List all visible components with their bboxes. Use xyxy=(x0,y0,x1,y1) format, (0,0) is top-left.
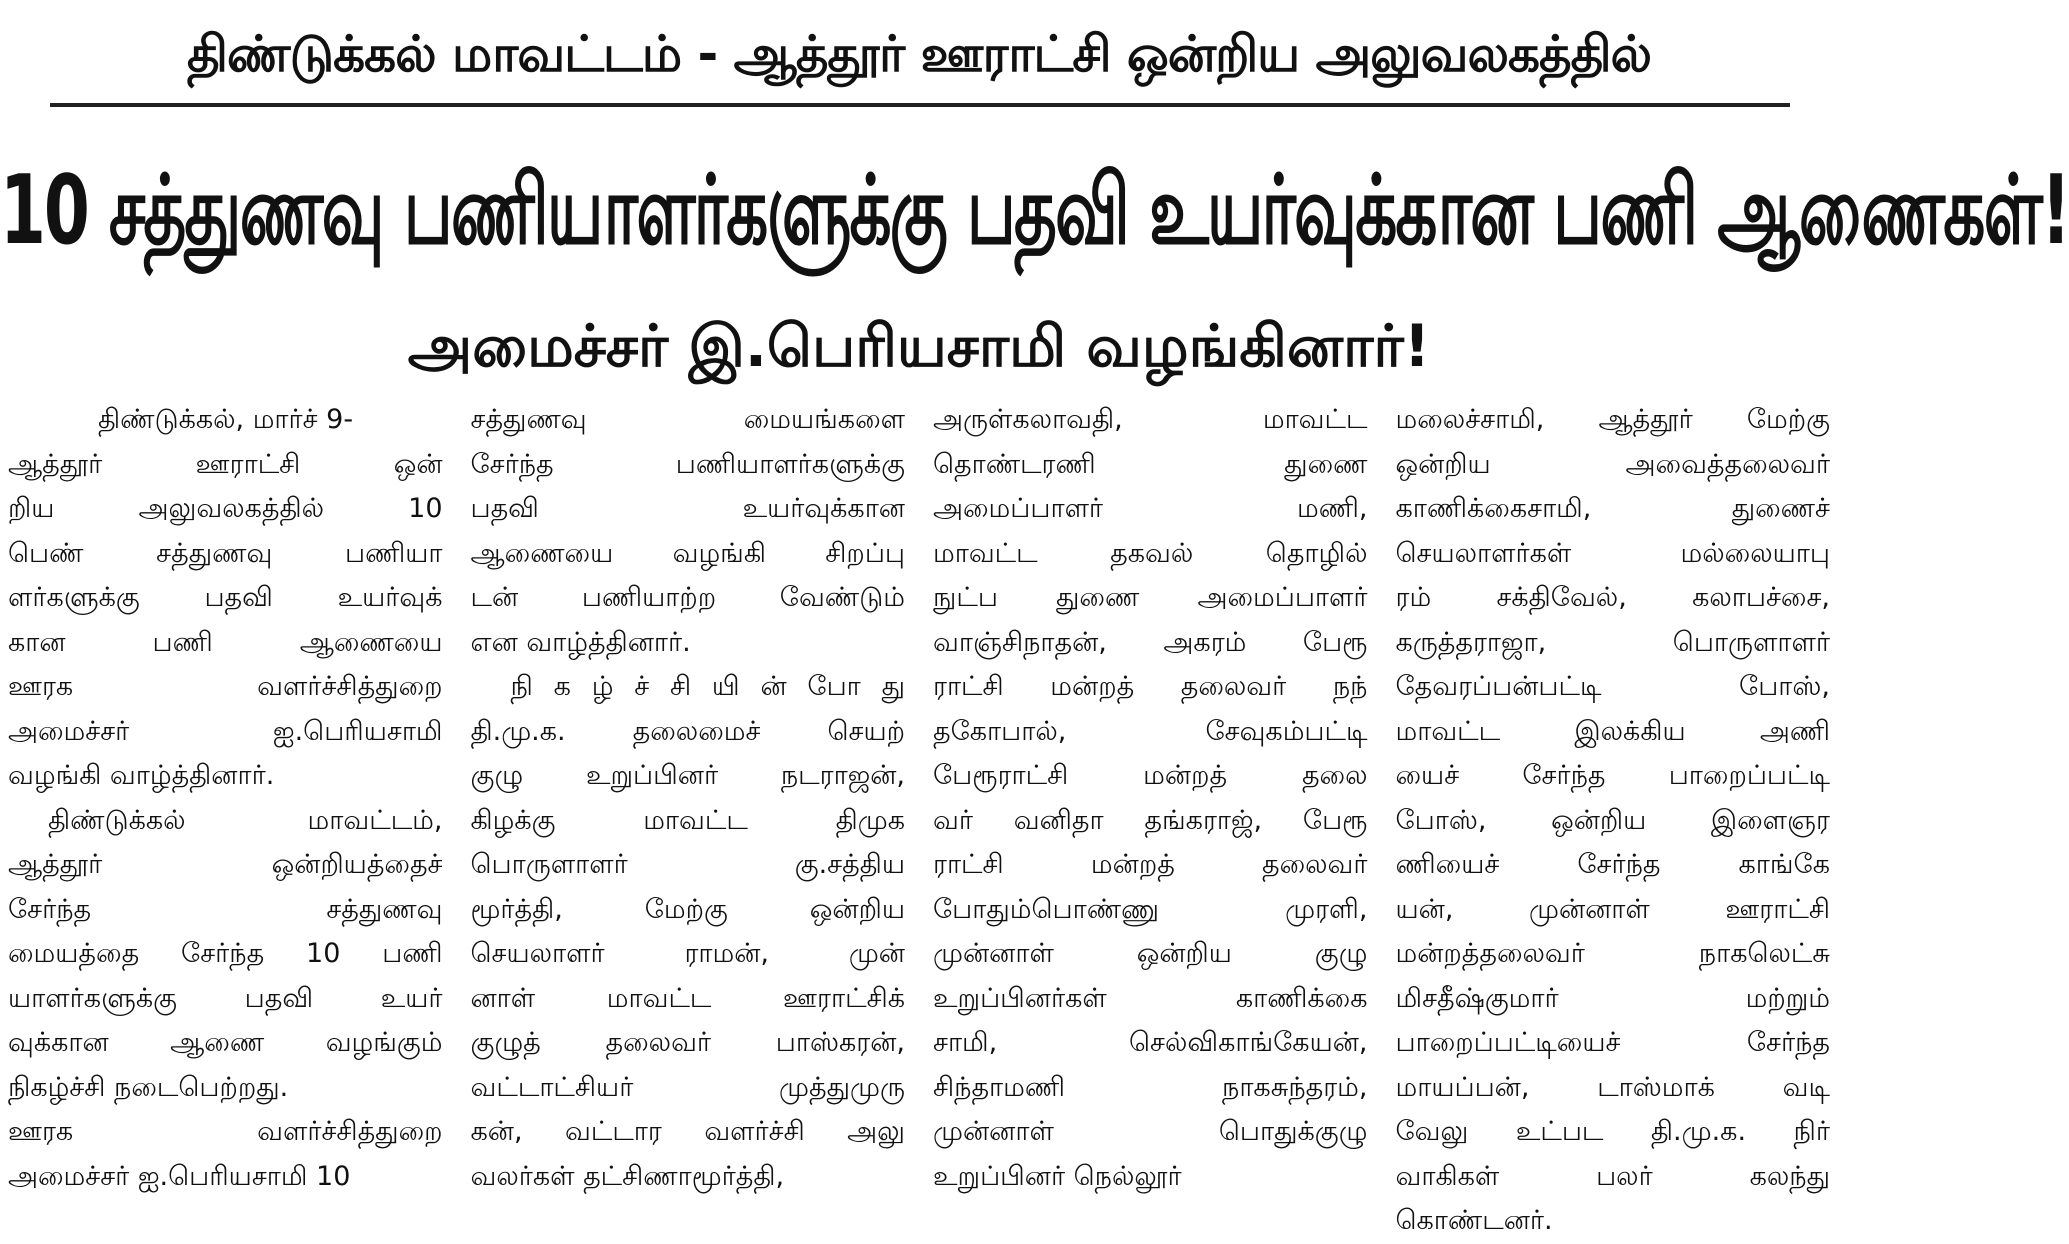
body-line: சிந்தாமணி நாகசுந்தரம், xyxy=(933,1071,1368,1103)
body-line: பாறைப்பட்டியைச் சேர்ந்த xyxy=(1395,1027,1830,1058)
body-line: சாமி, செல்விகாங்கேயன், xyxy=(933,1027,1368,1058)
body-line: கருத்தராஜா, பொருளாளர் xyxy=(1395,626,1830,658)
body-line: றிய அலுவலகத்தில் 10 xyxy=(8,493,443,524)
body-line: னாள் மாவட்ட ஊராட்சிக் xyxy=(470,982,905,1014)
body-line: யைச் சேர்ந்த பாறைப்பட்டி xyxy=(1395,760,1830,791)
body-line: நி க ழ் ச் சி யி ன் போ து xyxy=(510,671,905,702)
body-line: பொருளாளர் கு.சத்திய xyxy=(470,849,905,880)
body-line: மூர்த்தி, மேற்கு ஒன்றிய xyxy=(470,893,905,925)
body-line: ராட்சி மன்றத் தலைவர் xyxy=(933,849,1368,880)
body-line: மையத்தை சேர்ந்த 10 பணி xyxy=(8,938,443,969)
body-line: செயலாளர் ராமன், முன் xyxy=(470,938,905,969)
body-line: கொண்டனர். xyxy=(1395,1205,1553,1236)
kicker-line: திண்டுக்கல் மாவட்டம் - ஆத்தூர் ஊராட்சி ஒன்றிய அலுவலகத்தில் xyxy=(186,25,1652,83)
body-line: போதும்பொண்ணு முரளி, xyxy=(933,893,1368,925)
body-line: டன் பணியாற்ற வேண்டும் xyxy=(470,582,905,613)
body-line: ஆத்தூர் ஒன்றியத்தைச் xyxy=(8,849,443,880)
body-line: மாவட்ட தகவல் தொழில் xyxy=(933,537,1368,569)
body-line: ணியைச் சேர்ந்த காங்கே xyxy=(1395,849,1830,880)
body-line: வட்டாட்சியர் முத்துமுரு xyxy=(470,1071,905,1103)
body-line: கான பணி ஆணையை xyxy=(8,626,443,658)
body-line: குழுத் தலைவர் பாஸ்கரன், xyxy=(470,1027,905,1058)
body-line: காணிக்கைசாமி, துணைச் xyxy=(1395,493,1830,524)
article-body xyxy=(8,398,1830,1236)
body-line: ளர்களுக்கு பதவி உயர்வுக் xyxy=(8,582,443,613)
body-line: ஊரக வளர்ச்சித்துறை xyxy=(8,671,443,702)
body-line: தேவரப்பன்பட்டி போஸ், xyxy=(1395,671,1830,702)
column-4 xyxy=(1395,398,1831,1236)
body-line: குழு உறுப்பினர் நடராஜன், xyxy=(470,760,905,791)
body-line: மன்றத்தலைவர் நாகலெட்சு xyxy=(1395,938,1830,969)
body-line: மலைச்சாமி, ஆத்தூர் மேற்கு xyxy=(1395,404,1830,435)
body-line: வர் வனிதா தங்கராஜ், பேரூ xyxy=(933,804,1368,836)
body-line: அமைச்சர் ஐ.பெரியசாமி xyxy=(8,715,443,747)
body-line: அமைச்சர் ஐ.பெரியசாமி 10 xyxy=(8,1160,351,1192)
body-line: சேர்ந்த பணியாளர்களுக்கு xyxy=(470,448,905,480)
column-1 xyxy=(8,398,443,1192)
subheadline: அமைச்சர் இ.பெரியசாமி வழங்கினார்! xyxy=(407,312,1431,380)
body-line: கிழக்கு மாவட்ட திமுக xyxy=(470,804,905,836)
body-line: ஒன்றிய அவைத்தலைவர் xyxy=(1395,448,1830,480)
headline: 10 சத்துணவு பணியாளர்களுக்கு பதவி உயர்வுக்கான பணி ஆணைகள்! xyxy=(0,154,2069,267)
body-line: ராட்சி மன்றத் தலைவர் நந் xyxy=(933,671,1368,702)
body-line: ரம் சக்திவேல், கலாபச்சை, xyxy=(1395,582,1830,613)
body-line: வாஞ்சிநாதன், அகரம் பேரூ xyxy=(933,626,1368,658)
body-line: அருள்கலாவதி, மாவட்ட xyxy=(933,404,1368,435)
column-3 xyxy=(933,398,1368,1192)
body-line: வுக்கான ஆணை வழங்கும் xyxy=(8,1027,443,1058)
body-line: யன், முன்னாள் ஊராட்சி xyxy=(1395,893,1830,925)
body-line: அமைப்பாளர் மணி, xyxy=(933,493,1368,524)
body-line: ஆத்தூர் ஊராட்சி ஒன் xyxy=(8,448,443,480)
body-line: கன், வட்டார வளர்ச்சி அலு xyxy=(470,1116,905,1147)
body-line: பதவி உயர்வுக்கான xyxy=(470,493,905,524)
body-line: வேலு உட்பட தி.மு.க. நிர் xyxy=(1395,1116,1830,1147)
body-line: மாயப்பன், டாஸ்மாக் வடி xyxy=(1395,1071,1830,1103)
body-line: சத்துணவு மையங்களை xyxy=(470,404,905,435)
body-line: பெண் சத்துணவு பணியா xyxy=(8,537,443,569)
body-line: ஊரக வளர்ச்சித்துறை xyxy=(8,1116,443,1147)
body-line: யாளர்களுக்கு பதவி உயர் xyxy=(8,982,443,1014)
body-line: ஆணையை வழங்கி சிறப்பு xyxy=(470,537,905,569)
body-line: என வாழ்த்தினார். xyxy=(470,626,691,658)
body-line: முன்னாள் ஒன்றிய குழு xyxy=(933,938,1368,969)
body-line: செயலாளர்கள் மல்லையாபு xyxy=(1395,537,1830,569)
body-line: போஸ், ஒன்றிய இளைஞர xyxy=(1395,804,1830,836)
body-line: திண்டுக்கல், மார்ச் 9- xyxy=(98,404,354,435)
body-line: தகோபால், சேவுகம்பட்டி xyxy=(933,715,1368,747)
body-line: வழங்கி வாழ்த்தினார். xyxy=(8,760,275,791)
body-line: முன்னாள் பொதுக்குழு xyxy=(933,1116,1368,1147)
body-line: சேர்ந்த சத்துணவு xyxy=(8,893,443,925)
body-line: திண்டுக்கல் மாவட்டம், xyxy=(48,804,443,836)
body-line: உறுப்பினர் நெல்லூர் xyxy=(933,1160,1182,1192)
body-line: மிசதீஷ்குமார் மற்றும் xyxy=(1395,982,1830,1014)
body-line: தொண்டரணி துணை xyxy=(933,448,1368,480)
body-line: வாகிகள் பலர் கலந்து xyxy=(1395,1160,1830,1192)
body-line: நுட்ப துணை அமைப்பாளர் xyxy=(933,582,1368,613)
body-line: பேரூராட்சி மன்றத் தலை xyxy=(933,760,1368,791)
column-2 xyxy=(470,398,906,1192)
body-line: வலர்கள் தட்சிணாமூர்த்தி, xyxy=(470,1160,785,1192)
body-line: தி.மு.க. தலைமைச் செயற் xyxy=(470,715,905,747)
body-line: மாவட்ட இலக்கிய அணி xyxy=(1395,715,1830,747)
body-line: நிகழ்ச்சி நடைபெற்றது. xyxy=(8,1071,289,1103)
body-line: உறுப்பினர்கள் காணிக்கை xyxy=(933,982,1368,1014)
